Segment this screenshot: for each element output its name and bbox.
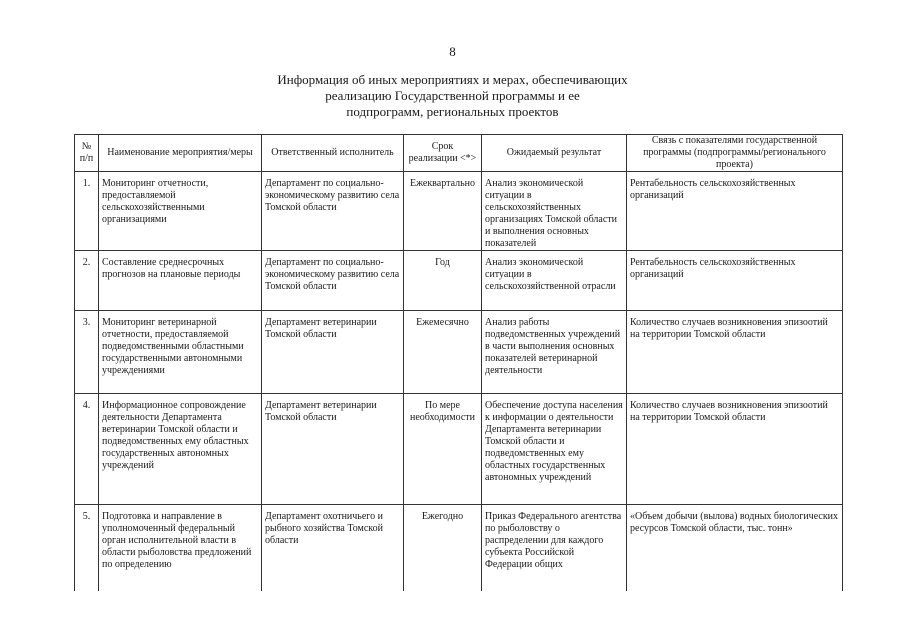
title-line: Информация об иных мероприятиях и мерах, обеспечивающих	[277, 72, 628, 87]
cell-responsible: Департамент по социально-экономическому развитию села Томской области	[262, 172, 404, 251]
cell-link: Рентабельность сельскохозяйственных организаций	[627, 251, 843, 311]
table-header-row	[75, 135, 843, 172]
cell-term: Ежеквартально	[404, 172, 482, 251]
header-num: № п/п	[75, 135, 99, 172]
cell-num: 2.	[75, 251, 99, 311]
cell-link: Рентабельность сельскохозяйственных организаций	[627, 172, 843, 251]
cell-name: Подготовка и направление в уполномоченный федеральный орган исполнительной власти в области рыболовства предложений по определению	[99, 505, 262, 592]
cell-link: «Объем добычи (вылова) водных биологических ресурсов Томской области, тыс. тонн»	[627, 505, 843, 592]
header-term: Срок реализации <*>	[404, 135, 482, 172]
cell-result: Анализ экономической ситуации в сельскохозяйственных организациях Томской области и выполнения основных показателей	[482, 172, 627, 251]
cell-num: 5.	[75, 505, 99, 592]
cell-result: Анализ экономической ситуации в сельскохозяйственной отрасли	[482, 251, 627, 311]
title-line: подпрограмм, региональных проектов	[346, 104, 559, 119]
table-row	[75, 251, 843, 311]
cell-link: Количество случаев возникновения эпизоотий на территории Томской области	[627, 311, 843, 394]
cell-name: Мониторинг ветеринарной отчетности, предоставляемой подведомственными областными государственными автономными учреждениями	[99, 311, 262, 394]
cell-num: 4.	[75, 394, 99, 505]
document-title	[150, 72, 755, 120]
cell-responsible: Департамент ветеринарии Томской области	[262, 394, 404, 505]
cell-num: 3.	[75, 311, 99, 394]
cell-term: Год	[404, 251, 482, 311]
cell-name: Информационное сопровождение деятельности Департамента ветеринарии Томской области и подведомственных ему областных государственных автономных учреждений	[99, 394, 262, 505]
cell-responsible: Департамент охотничьего и рыбного хозяйства Томской области	[262, 505, 404, 592]
cell-result: Приказ Федерального агентства по рыболовству о распределении для каждого субъекта Российской Федерации общих	[482, 505, 627, 592]
cell-term: По мере необходимости	[404, 394, 482, 505]
cell-term: Ежегодно	[404, 505, 482, 592]
cell-result: Обеспечение доступа населения к информации о деятельности Департамента ветеринарии Томской области и подведомственных ему областных государственных автономных учреждений	[482, 394, 627, 505]
header-result: Ожидаемый результат	[482, 135, 627, 172]
header-name: Наименование мероприятия/меры	[99, 135, 262, 172]
cell-name: Составление среднесрочных прогнозов на плановые периоды	[99, 251, 262, 311]
cell-responsible: Департамент ветеринарии Томской области	[262, 311, 404, 394]
header-responsible: Ответственный исполнитель	[262, 135, 404, 172]
table-row	[75, 394, 843, 505]
cell-responsible: Департамент по социально-экономическому развитию села Томской области	[262, 251, 404, 311]
cell-term: Ежемесячно	[404, 311, 482, 394]
cell-name: Мониторинг отчетности, предоставляемой сельскохозяйственными организациями	[99, 172, 262, 251]
cell-link: Количество случаев возникновения эпизоотий на территории Томской области	[627, 394, 843, 505]
page-number: 8	[449, 44, 456, 59]
header-link: Связь с показателями государственной программы (подпрограммы/регионального проекта)	[627, 135, 843, 172]
cell-num: 1.	[75, 172, 99, 251]
table-row	[75, 505, 843, 592]
measures-table	[74, 134, 843, 591]
cell-result: Анализ работы подведомственных учреждений в части выполнения основных показателей ветеринарной деятельности	[482, 311, 627, 394]
table-row	[75, 311, 843, 394]
table-row	[75, 172, 843, 251]
title-line: реализацию Государственной программы и ее	[325, 88, 580, 103]
